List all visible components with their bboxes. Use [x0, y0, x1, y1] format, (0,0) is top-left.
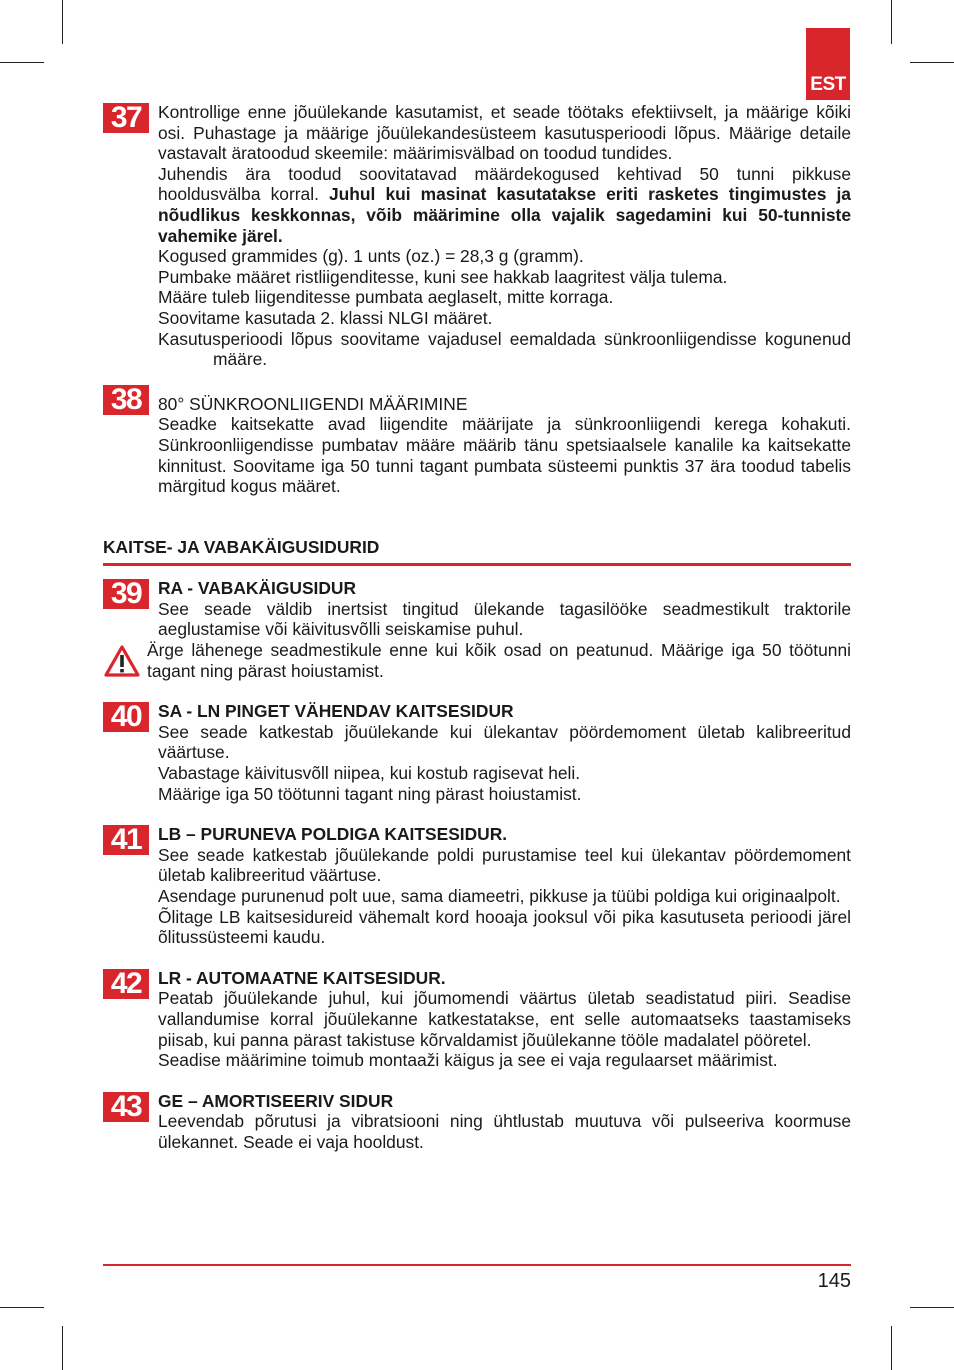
- section-number-badge: 42: [103, 969, 149, 999]
- section-line: Kasutusperioodi lõpus soovitame vajadusel eemaldada sünkroonliigendisse kogunenud määre.: [158, 328, 851, 370]
- warning-text: Ärge lähenege seadmestikule enne kui kõik osad on peatunud. Määrige iga 50 töötunni tagant ning pärast hoiustamist.: [147, 640, 851, 681]
- section-title: 80° SÜNKROONLIIGENDI MÄÄRIMINE: [158, 393, 468, 414]
- section-number-badge: 39: [103, 579, 149, 609]
- section-42: [103, 968, 851, 1071]
- section-43: [103, 1091, 851, 1153]
- crop-mark: [891, 0, 892, 44]
- section-line: Vabastage käivitusvõll niipea, kui kostub ragisevat heli.: [158, 763, 581, 784]
- footer-rule: [103, 1264, 851, 1266]
- section-line: Määrige iga 50 töötunni tagant ning pärast hoiustamist.: [158, 783, 582, 804]
- section-paragraph: Asendage purunenud polt uue, sama diameetri, pikkuse ja tüübi poldiga kui originaalpolt.: [158, 886, 841, 906]
- section-number-badge: 40: [103, 702, 149, 732]
- section-paragraph: Kontrollige enne jõuülekande kasutamist, et seade töötaks efektiivselt, ja määrige kõiki osi. Puhastage ja määrige jõuülekandesüsteem kasutusperioodi lõpus. Määrige detaile vastavalt äratoodud skeemile: määrimisvälbad on toodud tundides.: [158, 102, 851, 164]
- section-37: [103, 102, 851, 370]
- crop-mark: [910, 1307, 954, 1308]
- section-paragraph: Peatab jõuülekande juhul, kui jõumomendi väärtus ületab seadistatud piiri. Seadise vallandumise korral jõuülekanne katkestatakse, ent selle automaatseks taastamiseks piisab, kui panna pärast takistuse kõrvaldamist jõuülekanne tööle madalatel pööretel.: [158, 988, 851, 1050]
- page-content: [103, 102, 851, 1153]
- section-number-badge: 41: [103, 825, 149, 855]
- section-paragraph: See seade katkestab jõuülekande kui ülekantav pöördemoment ületab kalibreeritud väärtuse.: [158, 721, 851, 763]
- chapter-heading: KAITSE- JA VABAKÄIGUSIDURID: [103, 536, 380, 557]
- language-tab: [806, 28, 850, 100]
- section-line: Soovitame kasutada 2. klassi NLGI määret.: [158, 307, 493, 328]
- section-line: Pumbake määret ristliigenditesse, kuni see hakkab laagritest välja tulema.: [158, 266, 728, 287]
- page-number: 145: [817, 1270, 851, 1292]
- section-paragraph: [158, 164, 851, 246]
- section-paragraph: Seadke kaitsekatte avad liigendite määrijate ja sünkroonliigendi kerega kohakuti. Sünkroonliigendisse pumbatav määre määrib tänu spetsiaalsele kanalile ka kaitsekatte kinnitust. Soovitame iga 50 tunni tagant pumbata süsteemi punktis 37 ära toodud tabelis märgitud kogus määret.: [158, 414, 851, 497]
- language-tab-label: EST: [810, 74, 846, 95]
- crop-mark: [891, 1326, 892, 1370]
- section-paragraph: Seadise määrimine toimub montaaži käigus ja see ei vaja regulaarset määrimist.: [158, 1050, 778, 1071]
- section-line: Kogused grammides (g). 1 unts (oz.) = 28,3 g (gramm).: [158, 246, 584, 267]
- crop-mark: [0, 1307, 44, 1308]
- section-paragraph: See seade väldib inertsist tingitud ülekande tagasilööke seadmestikult traktorile aeglustamise või käivitusvõlli seiskamise puhul.: [158, 598, 851, 640]
- section-title: SA - LN PINGET VÄHENDAV KAITSESIDUR: [158, 701, 514, 722]
- paragraph-text: Juhendis ära toodud soovitatavad määrdekogused kehtivad 50 tunni pikkuse hooldusvälba korral.: [158, 163, 851, 205]
- section-line: Määre tuleb liigenditesse pumbata aeglaselt, mitte korraga.: [158, 287, 614, 308]
- section-39: [103, 578, 851, 681]
- section-number-badge: 37: [103, 103, 149, 133]
- section-38: [103, 384, 851, 497]
- paragraph-bold-text: Juhul kui masinat kasutatakse eriti rasketes tingimustes ja nõudlikus keskkonnas, võib määrimine olla vajalik sagedamini kui 50-tunniste vahemike järel.: [158, 184, 851, 246]
- warning-icon: [103, 644, 141, 678]
- section-number-badge: 43: [103, 1092, 149, 1122]
- crop-mark: [62, 1326, 63, 1370]
- section-title: LR - AUTOMAATNE KAITSESIDUR.: [158, 967, 446, 988]
- section-paragraph: See seade katkestab jõuülekande poldi purustamise teel kui ülekantav pöördemoment ületab kalibreeritud väärtuse.: [158, 844, 851, 886]
- section-paragraph: Leevendab põrutusi ja vibratsiooni ning ühtlustab muutuva või pulseeriva koormuse ülekannet. Seade ei vaja hooldust.: [158, 1111, 851, 1152]
- warning-note: [103, 640, 851, 681]
- section-40: [103, 701, 851, 804]
- section-title: RA - VABAKÄIGUSIDUR: [158, 578, 357, 599]
- section-41: [103, 824, 851, 948]
- section-title: LB – PURUNEVA POLDIGA KAITSESIDUR.: [158, 824, 508, 845]
- section-paragraph: Õlitage LB kaitsesidureid vähemalt kord hooaja jooksul või pika kasutuseta perioodi järel õlitussüsteemi kaudu.: [158, 906, 851, 948]
- section-number-badge: 38: [103, 385, 149, 415]
- section-title: GE – AMORTISEERIV SIDUR: [158, 1090, 394, 1111]
- crop-mark: [910, 62, 954, 63]
- crop-mark: [62, 0, 63, 44]
- crop-mark: [0, 62, 44, 63]
